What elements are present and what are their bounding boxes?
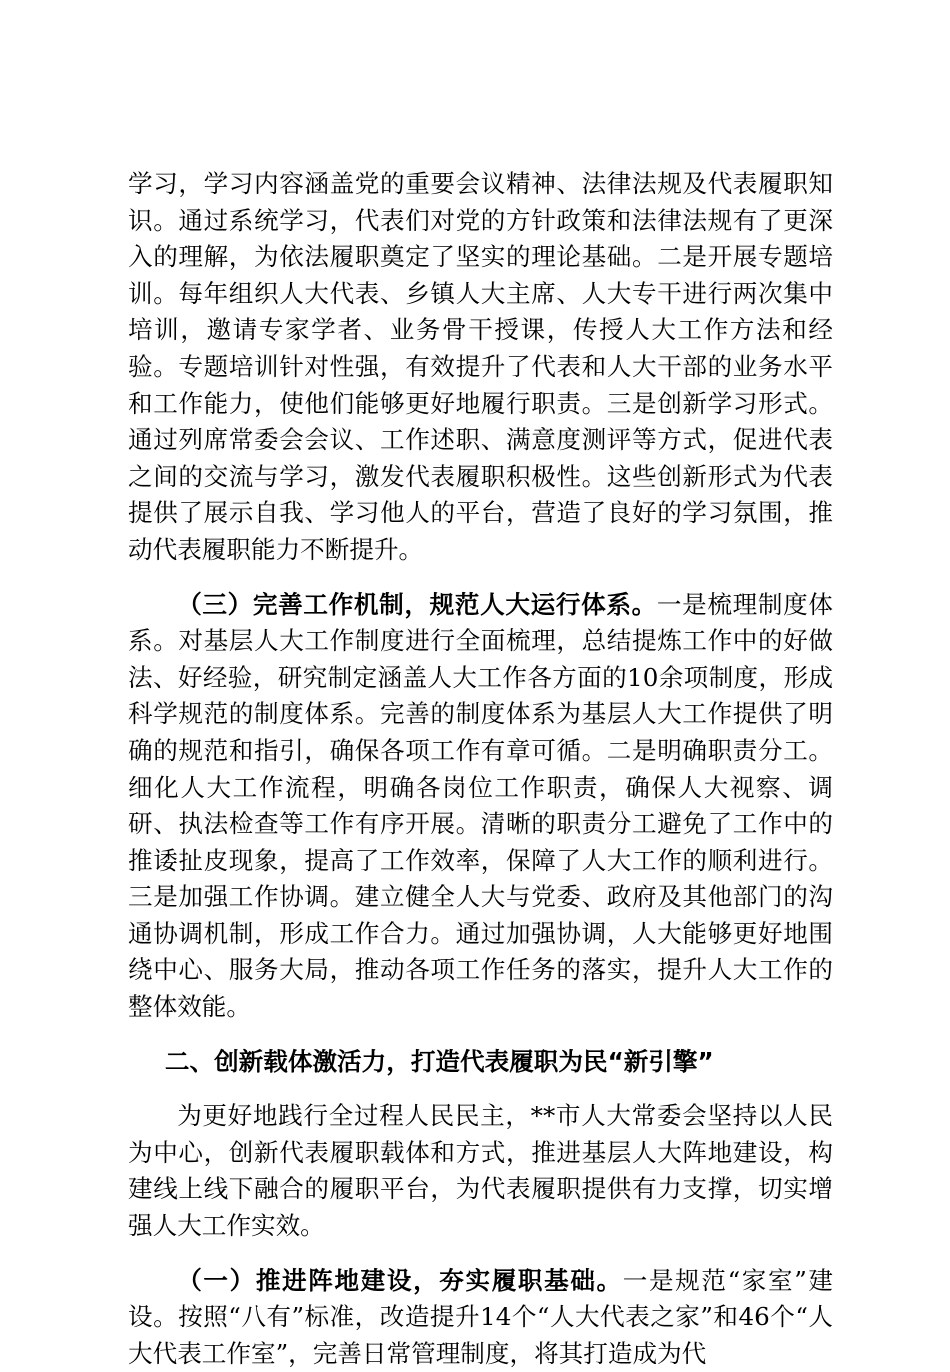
paragraph-position-building (128, 1263, 833, 1372)
document-page (128, 166, 833, 1372)
paragraph-study: 学习，学习内容涵盖党的重要会议精神、法律法规及代表履职知识。通过系统学习，代表们对党的方针政策和法律法规有了更深入的理解，为依法履职奠定了坚实的理论基础。二是开展专题培训。每年组织人大代表、乡镇人大主席、人大专干进行两次集中培训，邀请专家学者、业务骨干授课，传授人大工作方法和经验。专题培训针对性强，有效提升了代表和人大干部的业务水平和工作能力，使他们能够更好地履行职责。三是创新学习形式。通过列席常委会会议、工作述职、满意度测评等方式，促进代表之间的交流与学习，激发代表履职积极性。这些创新形式为代表提供了展示自我、学习他人的平台，营造了良好的学习氛围，推动代表履职能力不断提升。 (128, 169, 833, 564)
section-heading-2: 二、创新载体激活力，打造代表履职为民“新引擎” (164, 1046, 714, 1076)
section-lead-1: （一）推进阵地建设，夯实履职基础。 (177, 1265, 623, 1295)
paragraph-work-mechanism (128, 587, 833, 1026)
section-lead-3: （三）完善工作机制，规范人大运行体系。 (177, 589, 657, 619)
paragraph-body: 一是规范“家室”建设。按照“八有”标准，改造提升14个“人大代表之家”和46个“人大代表工作室”，完善日常管理制度，将其打造成为代 (128, 1265, 833, 1368)
paragraph-body: 一是梳理制度体系。对基层人大工作制度进行全面梳理，总结提炼工作中的好做法、好经验，研究制定涵盖人大工作各方面的10余项制度，形成科学规范的制度体系。完善的制度体系为基层人大工作提供了明确的规范和指引，确保各项工作有章可循。二是明确职责分工。细化人大工作流程，明确各岗位工作职责，确保人大视察、调研、执法检查等工作有序开展。清晰的职责分工避免了工作中的推诿扯皮现象，提高了工作效率，保障了人大工作的顺利进行。三是加强工作协调。建立健全人大与党委、政府及其他部门的沟通协调机制，形成工作合力。通过加强协调，人大能够更好地围绕中心、服务大局，推动各项工作任务的落实，提升人大工作的整体效能。 (128, 589, 833, 1022)
paragraph-intro: 为更好地践行全过程人民民主，**市人大常委会坚持以人民为中心，创新代表履职载体和方式，推进基层人大阵地建设，构建线上线下融合的履职平台，为代表履职提供有力支撑，切实增强人大工作实效。 (128, 1101, 833, 1241)
